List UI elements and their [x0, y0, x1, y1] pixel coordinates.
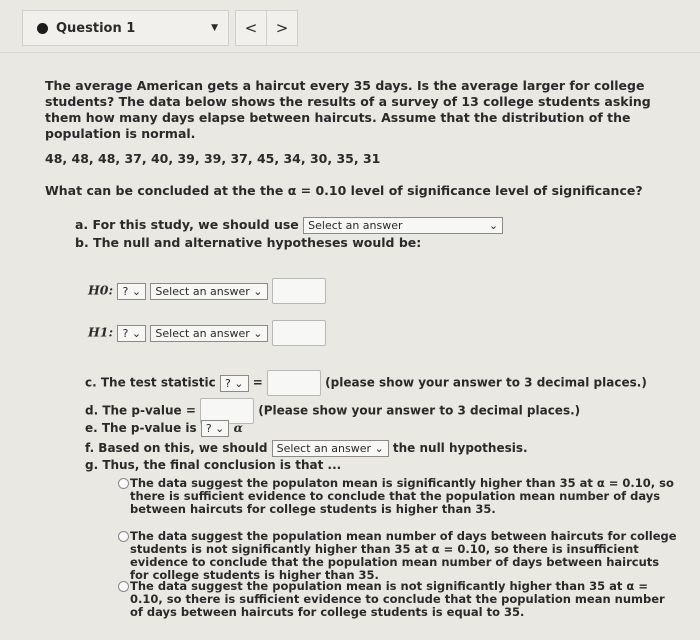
part-f-tail: the null hypothesis. — [392, 441, 528, 455]
problem-question: What can be concluded at the the α = 0.10 level of significance level of significance? — [45, 183, 643, 198]
h1-parameter-select[interactable]: ? ⌄ — [117, 325, 146, 342]
select-value: Select an answer — [155, 284, 250, 298]
study-type-select[interactable]: Select an answer ⌄ — [303, 217, 503, 234]
equals-sign: = — [252, 375, 263, 390]
select-value: ? — [224, 376, 231, 390]
next-question-button[interactable]: > — [266, 10, 298, 46]
conclusion-option-2[interactable] — [130, 530, 680, 582]
h0-parameter-select[interactable]: ? ⌄ — [117, 283, 146, 300]
conclusion-option-1[interactable] — [130, 477, 680, 516]
status-dot-icon — [37, 23, 48, 34]
radio-button[interactable] — [118, 478, 129, 489]
alpha-symbol: α — [233, 421, 243, 435]
part-a-label: a. For this study, we should use — [75, 217, 299, 232]
select-value: Select an answer — [155, 326, 250, 340]
select-value: Select an answer — [308, 219, 403, 232]
part-d-note: (Please show your answer to 3 decimal places.) — [258, 403, 581, 418]
select-value: ? — [122, 284, 129, 298]
h1-operator-select[interactable]: Select an answer ⌄ — [150, 325, 267, 342]
part-g-label: g. Thus, the final conclusion is that ... — [85, 458, 342, 472]
radio-button[interactable] — [118, 581, 129, 592]
h0-label: H0: — [88, 282, 114, 298]
part-e-label: e. The p-value is — [85, 421, 197, 435]
decision-select[interactable]: Select an answer ⌄ — [272, 440, 389, 457]
question-label: Question 1 — [56, 20, 136, 36]
h0-value-input[interactable] — [272, 278, 326, 304]
part-c-note: (please show your answer to 3 decimal places.) — [325, 375, 647, 390]
option-text: The data suggest the population mean number of days between haircuts for college students is not significantly higher than 35 at α = 0.10, so there is insufficient evidence to conclude that the population mean number of days between haircuts for college students is higher than 35. — [130, 529, 677, 582]
radio-button[interactable] — [118, 531, 129, 542]
part-f-label: f. Based on this, we should — [85, 441, 268, 455]
problem-intro: The average American gets a haircut every 35 days. Is the average larger for college students? The data below shows the results of a survey of 13 college students asking them how many days elapse between haircuts. Assume that the distribution of the population is normal. — [45, 78, 651, 141]
part-c-label: c. The test statistic — [85, 375, 216, 390]
option-text: The data suggest the populaton mean is significantly higher than 35 at α = 0.10, so there is sufficient evidence to conclude that the population mean number of days between haircuts for college students is higher than 35. — [130, 476, 674, 516]
data-values: 48, 48, 48, 37, 40, 39, 39, 37, 45, 34, 30, 35, 31 — [45, 151, 381, 166]
select-value: Select an answer — [276, 442, 371, 455]
test-statistic-input[interactable] — [267, 370, 321, 396]
h1-value-input[interactable] — [272, 320, 326, 346]
h1-label: H1: — [88, 324, 114, 340]
part-d-label: d. The p-value = — [85, 403, 196, 418]
h0-operator-select[interactable]: Select an answer ⌄ — [150, 283, 267, 300]
prev-question-button[interactable]: < — [235, 10, 267, 46]
question-selector[interactable] — [22, 10, 229, 46]
part-b-label: b. The null and alternative hypotheses would be: — [75, 235, 422, 250]
test-statistic-type-select[interactable]: ? ⌄ — [220, 375, 249, 392]
conclusion-option-3[interactable] — [130, 580, 680, 619]
chevron-down-icon: ▼ — [211, 23, 218, 33]
select-value: ? — [205, 422, 212, 435]
divider — [0, 52, 700, 53]
select-value: ? — [122, 326, 129, 340]
option-text: The data suggest the population mean is not significantly higher than 35 at α = 0.10, so there is sufficient evidence to conclude that the population mean number of days between haircuts for college students is equal to 35. — [130, 579, 665, 619]
p-value-comparison-select[interactable]: ? ⌄ — [201, 420, 230, 437]
